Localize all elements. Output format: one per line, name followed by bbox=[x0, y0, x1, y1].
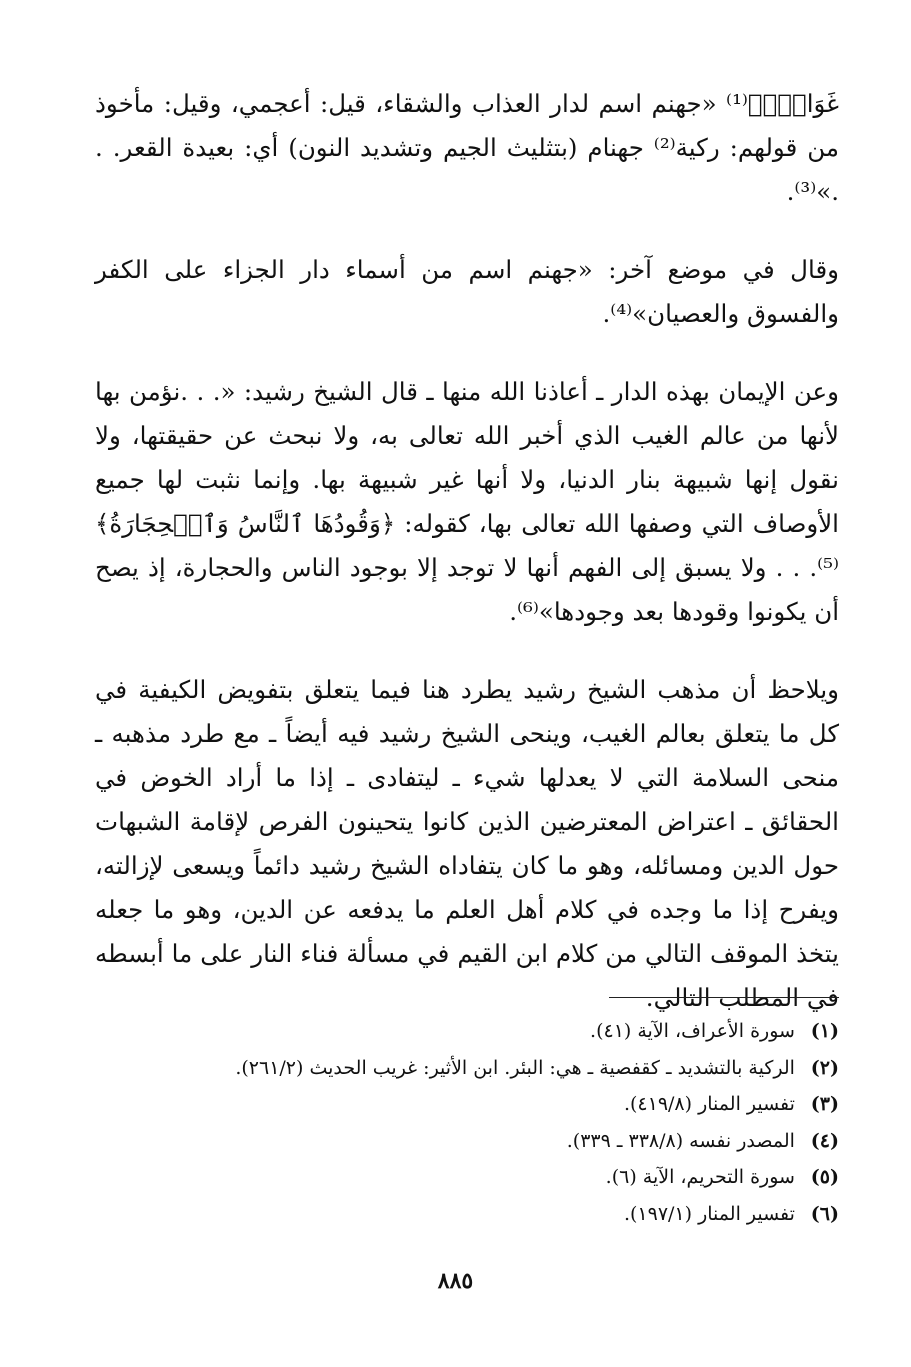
footnote-3 bbox=[95, 1086, 839, 1123]
footnote-5 bbox=[95, 1159, 839, 1196]
footnote-text: الركية بالتشديد ـ كقفصية ـ هي: البئر. ابن الأثير: غريب الحديث (٢٦١/٢). bbox=[235, 1056, 795, 1079]
page-number: ٨٨٥ bbox=[437, 1268, 474, 1294]
footnote-6 bbox=[95, 1196, 839, 1233]
footnotes bbox=[95, 1013, 839, 1232]
footnote-4 bbox=[95, 1123, 839, 1160]
footnote-number: (٦) bbox=[810, 1202, 839, 1225]
footnote-number: (٤) bbox=[810, 1129, 839, 1152]
footnote-number: (١) bbox=[810, 1020, 839, 1042]
footnote-number: (٥) bbox=[810, 1166, 839, 1188]
main-text bbox=[95, 82, 839, 1020]
footnote-text: تفسير المنار (١٩٧/١). bbox=[623, 1202, 795, 1225]
footnote-number: (٣) bbox=[810, 1093, 839, 1115]
footnote-1 bbox=[95, 1013, 839, 1050]
footnote-text: تفسير المنار (٤١٩/٨). bbox=[623, 1093, 795, 1115]
paragraph-jahannam-definition: غَوَاشٍۚ﴾⁽¹⁾ «جهنم اسم لدار العذاب والشقاء، قيل: أعجمي، وقيل: مأخوذ من قولهم: ركية⁽²⁾ جهنام (بتثليث الجيم وتشديد النون) أي: بعيدة القعر. . .»⁽³⁾. bbox=[95, 89, 839, 206]
footnote-text: سورة التحريم، الآية (٦). bbox=[605, 1166, 795, 1188]
footnote-number: (٢) bbox=[810, 1056, 839, 1079]
footnote-2 bbox=[95, 1050, 839, 1087]
footnote-divider bbox=[609, 997, 839, 998]
paragraph-belief-in-fire: وعن الإيمان بهذه الدار ـ أعاذنا الله منها ـ قال الشيخ رشيد: «. . .نؤمن بها لأنها من عالم الغيب الذي أخبر الله تعالى به، ولا نبحث عن حقيقتها، ولا نقول إنها شبيهة بنار الدنيا، ولا أنها غير شبيهة بها. وإنما نثبت لها جميع الأوصاف التي وصفها الله تعالى بها، كقوله: ﴿وَقُودُهَا ٱلنَّاسُ وَٱلۡحِجَارَةُ﴾⁽⁵⁾. . . ولا يسبق إلى الفهم أنها لا توجد إلا بوجود الناس والحجارة، إذ يصح أن يكونوا وقودها بعد وجودها»⁽⁶⁾. bbox=[95, 377, 840, 626]
footnote-text: سورة الأعراف، الآية (٤١). bbox=[590, 1020, 795, 1042]
paragraph-another-place: وقال في موضع آخر: «جهنم اسم من أسماء دار الجزاء على الكفر والفسوق والعصيان»⁽⁴⁾. bbox=[95, 255, 839, 328]
footnote-text: المصدر نفسه (٣٣٨/٨ ـ ٣٣٩). bbox=[566, 1129, 795, 1152]
paragraph-sheikh-rashid-method: ويلاحظ أن مذهب الشيخ رشيد يطرد هنا فيما يتعلق بتفويض الكيفية في كل ما يتعلق بعالم الغيب، وينحى الشيخ رشيد فيه أيضاً ـ مع طرد مذهبه ـ منحى السلامة التي لا يعدلها شيء ـ ليتفادى ـ إذا ما أراد الخوض في الحقائق ـ اعتراض المعترضين الذين كانوا يتحينون الفرص لإقامة الشبهات حول الدين ومسائله، وهو ما كان يتفاداه الشيخ رشيد دائماً ويسعى لإزالته، ويفرح إذا ما وجده في كلام أهل العلم ما يدفعه عن الدين، وهو ما جعله يتخذ الموقف التالي من كلام ابن القيم في مسألة فناء النار على ما أبسطه في المطلب التالي. bbox=[95, 675, 839, 1012]
